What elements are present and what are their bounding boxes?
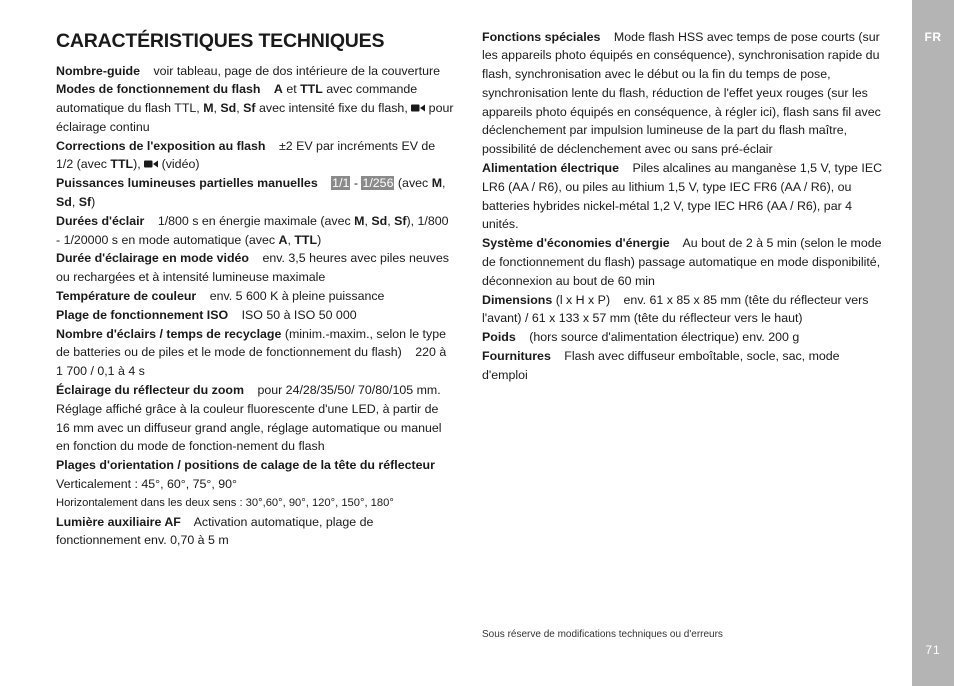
spec-orientation-horizontal: Horizontalement dans les deux sens : 30°,60°, 90°, 120°, 150°, 180° <box>56 496 394 509</box>
sidebar <box>912 0 954 686</box>
spec-value: Flash avec diffuseur emboîtable, socle, sac, mode d'emploi <box>482 349 840 382</box>
spec-label: Durée d'éclairage en mode vidéo <box>56 251 250 266</box>
mode-ttl: TTL <box>110 157 134 172</box>
spec-power-supply <box>482 159 885 234</box>
spec-value: env. 61 x 85 x 85 mm (tête du réflecteur vers l'avant) / 61 x 133 x 57 mm (tête du réflecteur vers le haut) <box>482 292 869 326</box>
spec-modes: Modes de fonctionnement du flash A et TTL avec commande automatique du flash TTL, M, Sd, Sf avec intensité fixe du flash, pour éclairage continu <box>56 82 454 134</box>
spec-label: Température de couleur <box>56 289 197 304</box>
spec-text: et <box>286 82 297 97</box>
mode-ttl: TTL <box>300 82 323 97</box>
spec-text: ±2 EV par incréments EV de 1/2 (avec <box>56 138 436 172</box>
spec-flash-duration: Durées d'éclair 1/800 s en énergie maximale (avec M, Sd, Sf), 1/800 - 1/20000 s en mode automatique (avec A, TTL) <box>56 213 449 247</box>
spec-dimensions <box>482 291 885 329</box>
mode-a: A <box>278 232 288 247</box>
mode-a: A <box>273 82 283 97</box>
power-max-badge: 1/256 <box>362 176 394 191</box>
spec-orientation <box>56 456 454 475</box>
left-column <box>56 62 454 551</box>
spec-text: (vidéo) <box>161 157 200 172</box>
spec-energy-saving <box>482 234 885 290</box>
mode-sf: Sf <box>243 101 256 116</box>
spec-zoom <box>56 381 454 456</box>
spec-label: Nombre-guide <box>56 63 140 78</box>
spec-value: Mode flash HSS avec temps de pose courts (sur les appareils photo équipés en conséquence), synchronisation rapide du flash, synchronisation avec le début ou la fin du temps de pose, synchronisation lente du flash, réduction de l'effet yeux rouges (sur les appareils photo équipés en conséquence, à régler ici), flash sans fil avec déclenchement par impulsion lumineuse de la part du flash maître, possibilité de déclenchement avec ou sans pré-éclair <box>482 29 881 157</box>
spec-label: Éclairage du réflecteur du zoom <box>56 383 244 398</box>
page-title: CARACTÉRISTIQUES TECHNIQUES <box>56 30 385 52</box>
spec-label: Plages d'orientation / positions de calage de la tête du réflecteur <box>56 458 435 473</box>
spec-text: ), 1/800 - 1/20000 s en mode automatique (avec <box>56 213 449 247</box>
spec-text: avec commande automatique du flash TTL, <box>56 82 418 116</box>
spec-text: pour éclairage continu <box>56 101 454 134</box>
spec-exposure-correction: Corrections de l'exposition au flash ±2 EV par incréments EV de 1/2 (avec TTL), (vidéo) <box>56 138 436 172</box>
spec-text: (l x H x P) <box>555 292 611 307</box>
spec-color-temperature <box>56 287 454 306</box>
footnote: Sous réserve de modifications techniques ou d'erreurs <box>482 629 723 640</box>
spec-weight <box>482 328 885 347</box>
video-camera-icon <box>411 103 425 113</box>
spec-label: Dimensions <box>482 292 553 307</box>
mode-m: M <box>431 176 443 191</box>
mode-m: M <box>203 101 214 116</box>
language-tab: FR <box>924 30 942 44</box>
spec-label: Fournitures <box>482 349 551 364</box>
spec-label: Fonctions spéciales <box>482 29 601 44</box>
spec-label: Poids <box>482 330 516 345</box>
spec-label: Système d'économies d'énergie <box>482 236 670 251</box>
spec-af-light <box>56 513 454 551</box>
spec-value: Au bout de 2 à 5 min (selon le mode de fonctionnement du flash) passage automatique en mode disponibilité, déconnexion au bout de 60 min <box>482 236 882 288</box>
spec-text: (minim.-maxim., selon le type de batteries ou de piles et le mode de fonctionnement du flash) <box>56 326 446 360</box>
power-min-badge: 1/1 <box>332 176 350 191</box>
spec-label: Alimentation électrique <box>482 161 620 176</box>
spec-value: env. 5 600 K à pleine puissance <box>209 289 385 304</box>
spec-value: Activation automatique, plage de fonctionnement env. 0,70 à 5 m <box>56 514 374 548</box>
spec-guide-number <box>56 62 454 81</box>
spec-value: ISO 50 à ISO 50 000 <box>241 307 357 322</box>
mode-sd: Sd <box>220 101 237 116</box>
spec-supplies <box>482 347 885 385</box>
page-number: 71 <box>925 643 941 657</box>
spec-value: Piles alcalines au manganèse 1,5 V, type IEC LR6 (AA / R6), ou piles au lithium 1,5 V, type IEC FR6 (AA / R6), ou batteries hybrides nickel-métal 1,2 V, type IEC HR6 (AA / R6), par 4 unités. <box>482 161 883 232</box>
mode-sd: Sd <box>56 195 72 210</box>
spec-label: Corrections de l'exposition au flash <box>56 138 266 153</box>
spec-text: (avec <box>397 176 429 191</box>
mode-sd: Sd <box>371 213 388 228</box>
spec-special-functions <box>482 28 885 160</box>
mode-sf: Sf <box>78 195 92 210</box>
spec-label: Modes de fonctionnement du flash <box>56 82 261 97</box>
spec-value: env. 3,5 heures avec piles neuves ou rechargées et à intensité lumineuse maximale <box>56 251 449 285</box>
video-camera-icon <box>144 159 158 169</box>
mode-m: M <box>354 213 365 228</box>
spec-text: avec intensité fixe du flash, <box>258 101 408 116</box>
spec-video-duration <box>56 249 454 287</box>
spec-recycle <box>56 325 454 381</box>
spec-text: - <box>353 176 358 191</box>
spec-manual-power: Puissances lumineuses partielles manuelles 1/1 - 1/256 (avec M, Sd, Sf) <box>56 176 446 210</box>
spec-value: (hors source d'alimentation électrique) env. 200 g <box>529 330 800 345</box>
spec-label: Durées d'éclair <box>56 213 145 228</box>
spec-value: voir tableau, page de dos intérieure de la couverture <box>153 63 440 78</box>
mode-ttl: TTL <box>294 232 318 247</box>
spec-label: Puissances lumineuses partielles manuelles <box>56 176 318 191</box>
spec-label: Plage de fonctionnement ISO <box>56 307 229 322</box>
spec-label: Nombre d'éclairs / temps de recyclage <box>56 326 282 341</box>
spec-value: pour 24/28/35/50/ 70/80/105 mm. Réglage affiché grâce à la couleur fluorescente d'une LED, à partir de 16 mm avec un diffuseur grand angle, réglage automatique ou manuel en fonction du mode de fonction-nement du flash <box>56 383 442 454</box>
mode-sf: Sf <box>394 213 407 228</box>
spec-value: 220 à 1 700 / 0,1 à 4 s <box>56 345 447 379</box>
spec-iso-range <box>56 306 454 325</box>
right-column <box>482 28 885 385</box>
spec-text: 1/800 s en énergie maximale (avec <box>157 213 351 228</box>
spec-orientation-vertical: Verticalement : 45°, 60°, 75°, 90° <box>56 477 238 492</box>
spec-label: Lumière auxiliaire AF <box>56 514 181 529</box>
